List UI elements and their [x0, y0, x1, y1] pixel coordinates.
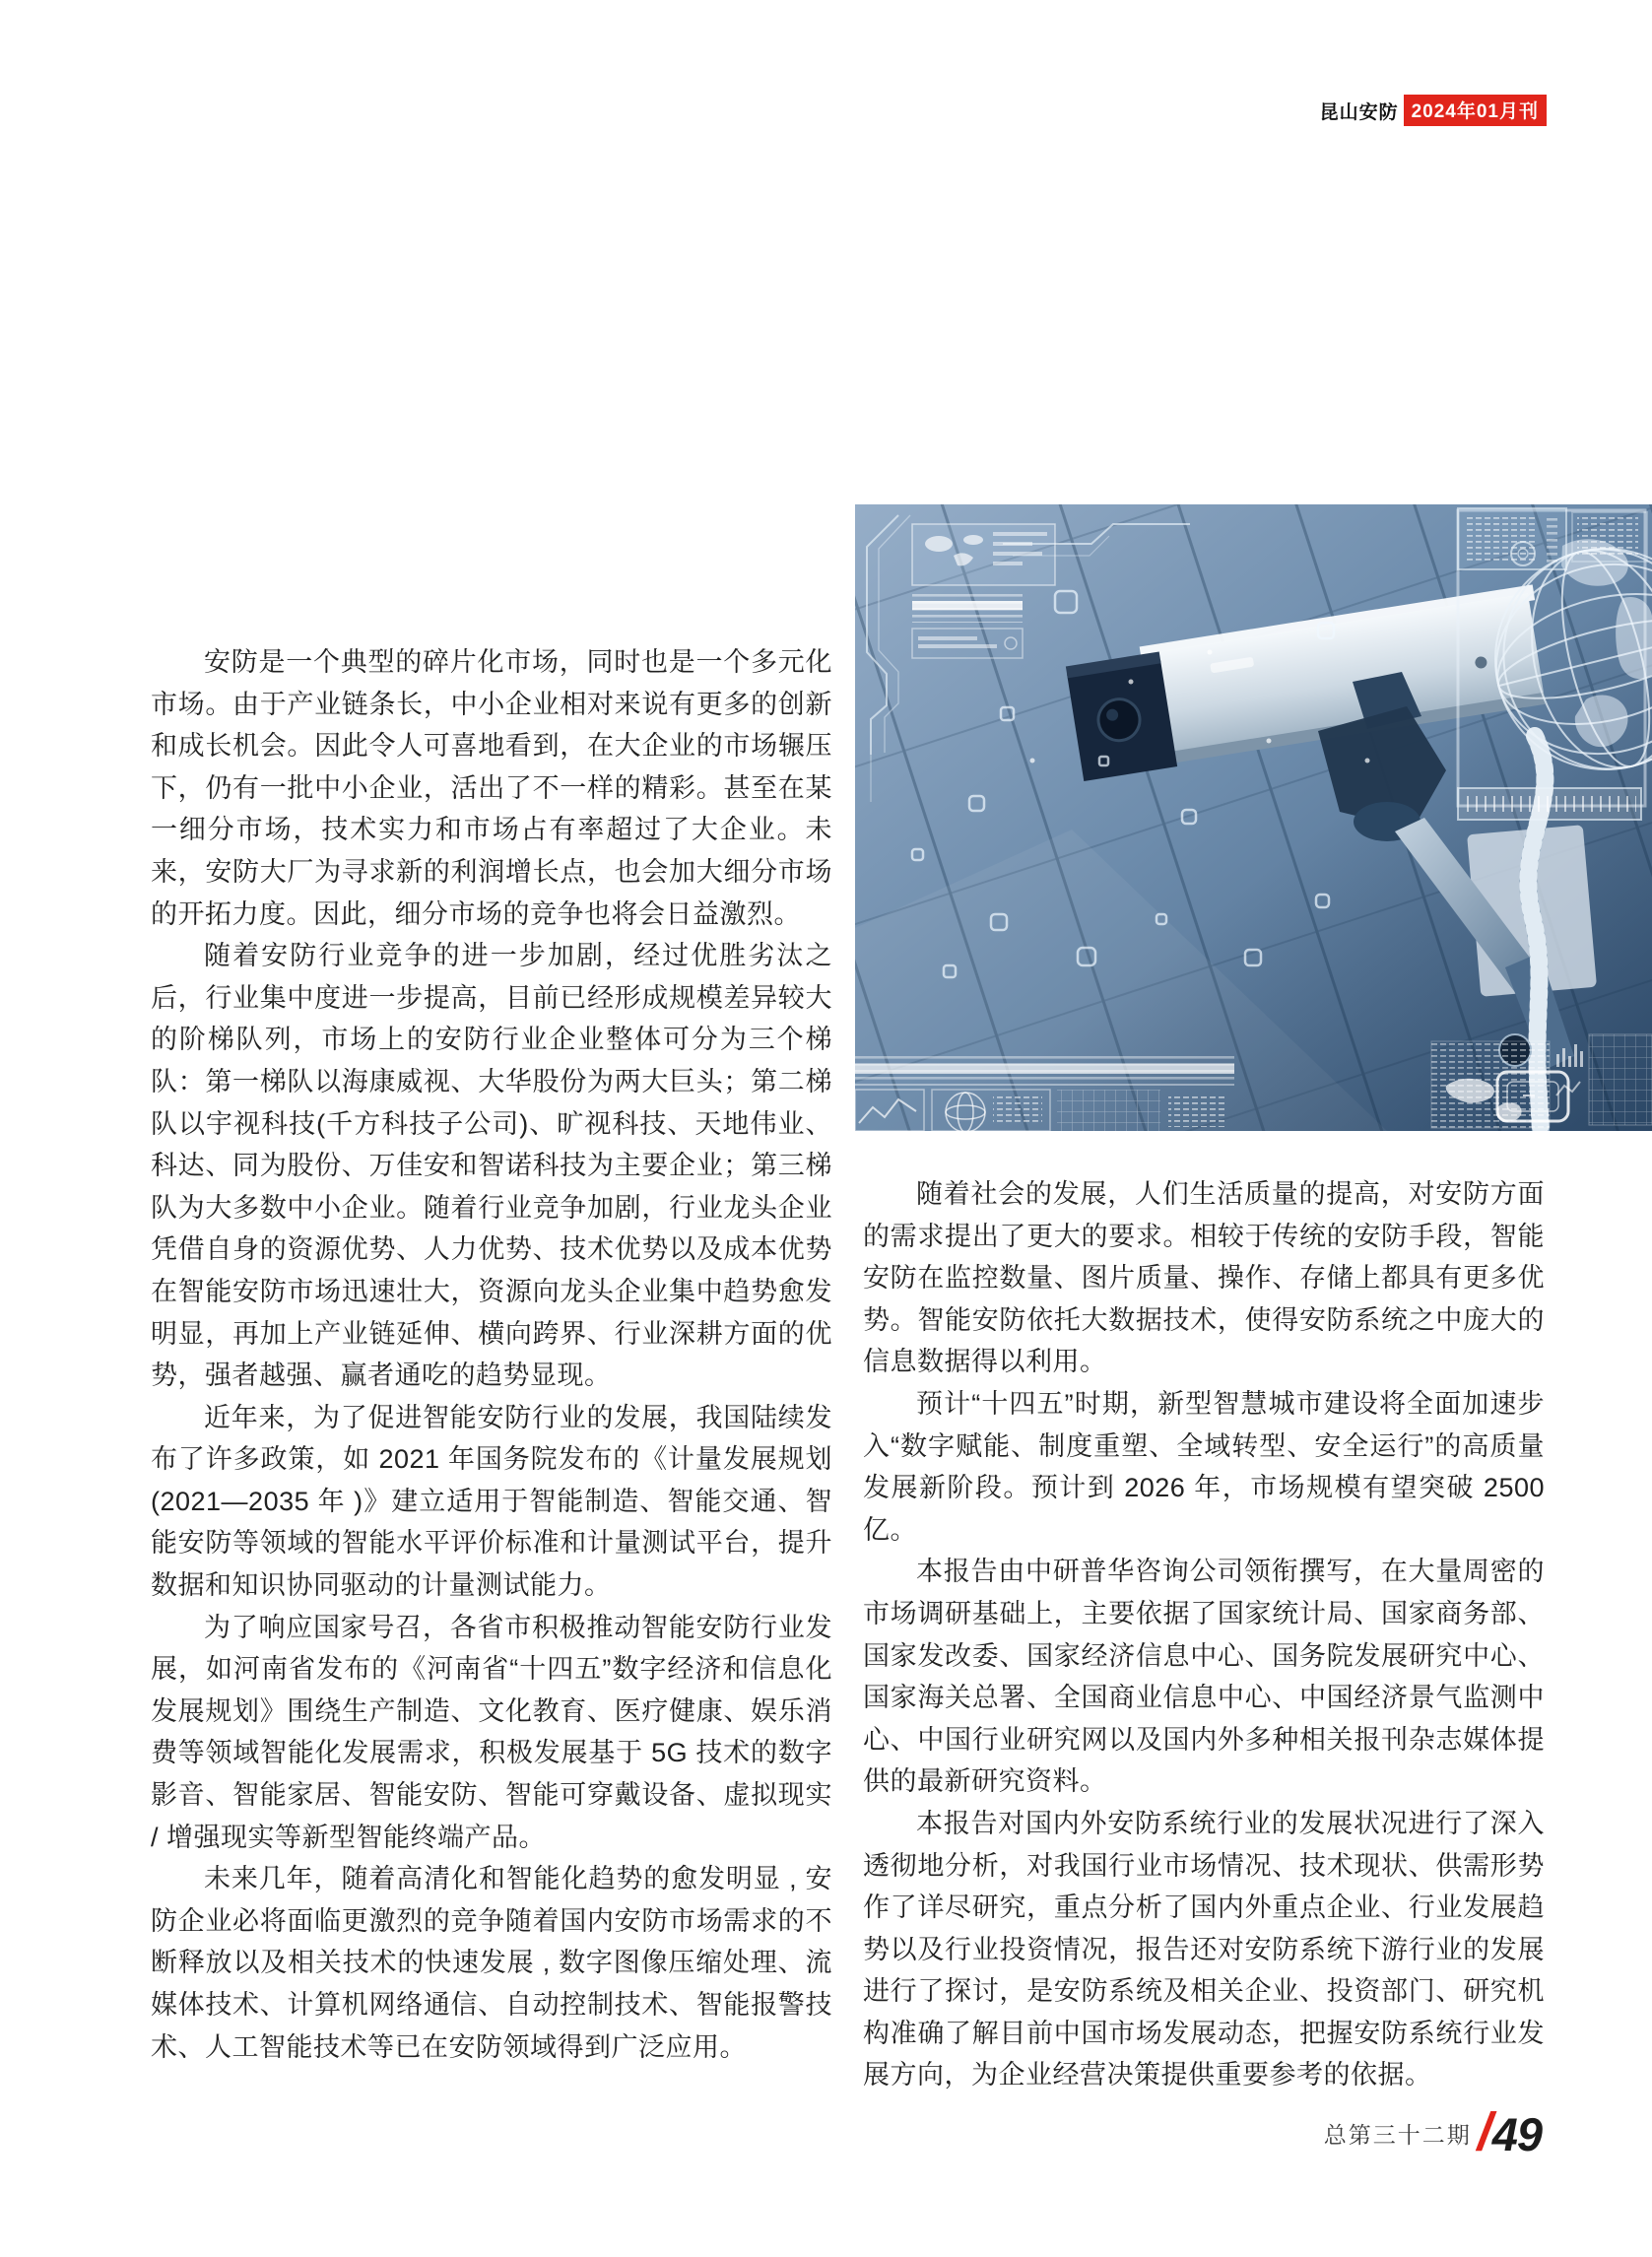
- page-header: [1320, 95, 1547, 126]
- paragraph: 预计“十四五”时期，新型智慧城市建设将全面加速步入“数字赋能、制度重塑、全域转型、安全运行”的高质量发展新阶段。预计到 2026 年，市场规模有望突破 2500 亿。: [863, 1388, 1545, 1545]
- page-number: 49: [1491, 2107, 1542, 2160]
- surveillance-camera-photo: [855, 504, 1652, 1131]
- paragraph: 随着安防行业竞争的进一步加剧，经过优胜劣汰之后，行业集中度进一步提高，目前已经形成规模差异较大的阶梯队列，市场上的安防行业企业整体可分为三个梯队：第一梯队以海康威视、大华股份为两大巨头；第二梯队以宇视科技(千方科技子公司)、旷视科技、天地伟业、科达、同为股份、万佳安和智诺科技为主要企业；第三梯队为大多数中小企业。随着行业竞争加剧，行业龙头企业凭借自身的资源优势、人力优势、技术优势以及成本优势在智能安防市场迅速壮大，资源向龙头企业集中趋势愈发明显，再加上产业链延伸、横向跨界、行业深耕方面的优势，强者越强、赢者通吃的趋势显现。: [151, 941, 832, 1391]
- paragraph: 近年来，为了促进智能安防行业的发展，我国陆续发布了许多政策，如 2021 年国务院发布的《计量发展规划 (2021—2035 年 )》建立适用于智能制造、智能交通、智能安防等领域的智能水平评价标准和计量测试平台，提升数据和知识协同驱动的计量测试能力。: [151, 1402, 832, 1601]
- paragraph: 安防是一个典型的碎片化市场，同时也是一个多元化市场。由于产业链条长，中小企业相对来说有更多的创新和成长机会。因此令人可喜地看到，在大企业的市场辗压下，仍有一批中小企业，活出了不一样的精彩。甚至在某一细分市场，技术实力和市场占有率超过了大企业。未来，安防大厂为寻求新的利润增长点，也会加大细分市场的开拓力度。因此，细分市场的竞争也将会日益激烈。: [151, 647, 832, 929]
- paragraph: 为了响应国家号召，各省市积极推动智能安防行业发展，如河南省发布的《河南省“十四五”数字经济和信息化发展规划》围绕生产制造、文化教育、医疗健康、娱乐消费等领域智能化发展需求，积极发展基于 5G 技术的数字影音、智能家居、智能安防、智能可穿戴设备、虚拟现实 / 增强现实等新型智能终端产品。: [151, 1612, 832, 1852]
- paragraph: 本报告由中研普华咨询公司领衔撰写，在大量周密的市场调研基础上，主要依据了国家统计局、国家商务部、国家发改委、国家经济信息中心、国务院发展研究中心、国家海关总署、全国商业信息中心、中国经济景气监测中心、中国行业研究网以及国内外多种相关报刊杂志媒体提供的最新研究资料。: [863, 1557, 1545, 1797]
- left-column: [151, 641, 832, 2068]
- paragraph: 随着社会的发展，人们生活质量的提高，对安防方面的需求提出了更大的要求。相较于传统的安防手段，智能安防在监控数量、图片质量、操作、存储上都具有更多优势。智能安防依托大数据技术，使得安防系统之中庞大的信息数据得以利用。: [863, 1179, 1545, 1377]
- data-panel-bottomright: [1431, 1034, 1652, 1128]
- magazine-title: 昆山安防: [1319, 101, 1399, 123]
- paragraph: 本报告对国内外安防系统行业的发展状况进行了深入透彻地分析，对我国行业市场情况、技术现状、供需形势作了详尽研究，重点分析了国内外重点企业、行业发展趋势以及行业投资情况，报告还对安防系统下游行业的发展进行了探讨，是安防系统及相关企业、投资部门、研究机构准确了解目前中国市场发展动态，把握安防系统行业发展方向，为企业经营决策提供重要参考的依据。: [863, 1808, 1545, 2091]
- paragraph: 未来几年，随着高清化和智能化趋势的愈发明显 , 安防企业必将面临更激烈的竞争随着国内安防市场需求的不断释放以及相关技术的快速发展 , 数字图像压缩处理、流媒体技术、计算机网络通信、自动控制技术、智能报警技术、人工智能技术等已在安防领域得到广泛应用。: [151, 1864, 832, 2062]
- right-column: [863, 1173, 1545, 2096]
- page-footer: [1323, 2102, 1542, 2161]
- footer-slash: /: [1477, 2102, 1492, 2161]
- issue-label: 总第三十二期: [1323, 2121, 1472, 2148]
- surveillance-camera-illustration: [855, 504, 1652, 1131]
- camera-lens: [1066, 651, 1177, 781]
- issue-badge: 2024年01月刊: [1404, 95, 1547, 126]
